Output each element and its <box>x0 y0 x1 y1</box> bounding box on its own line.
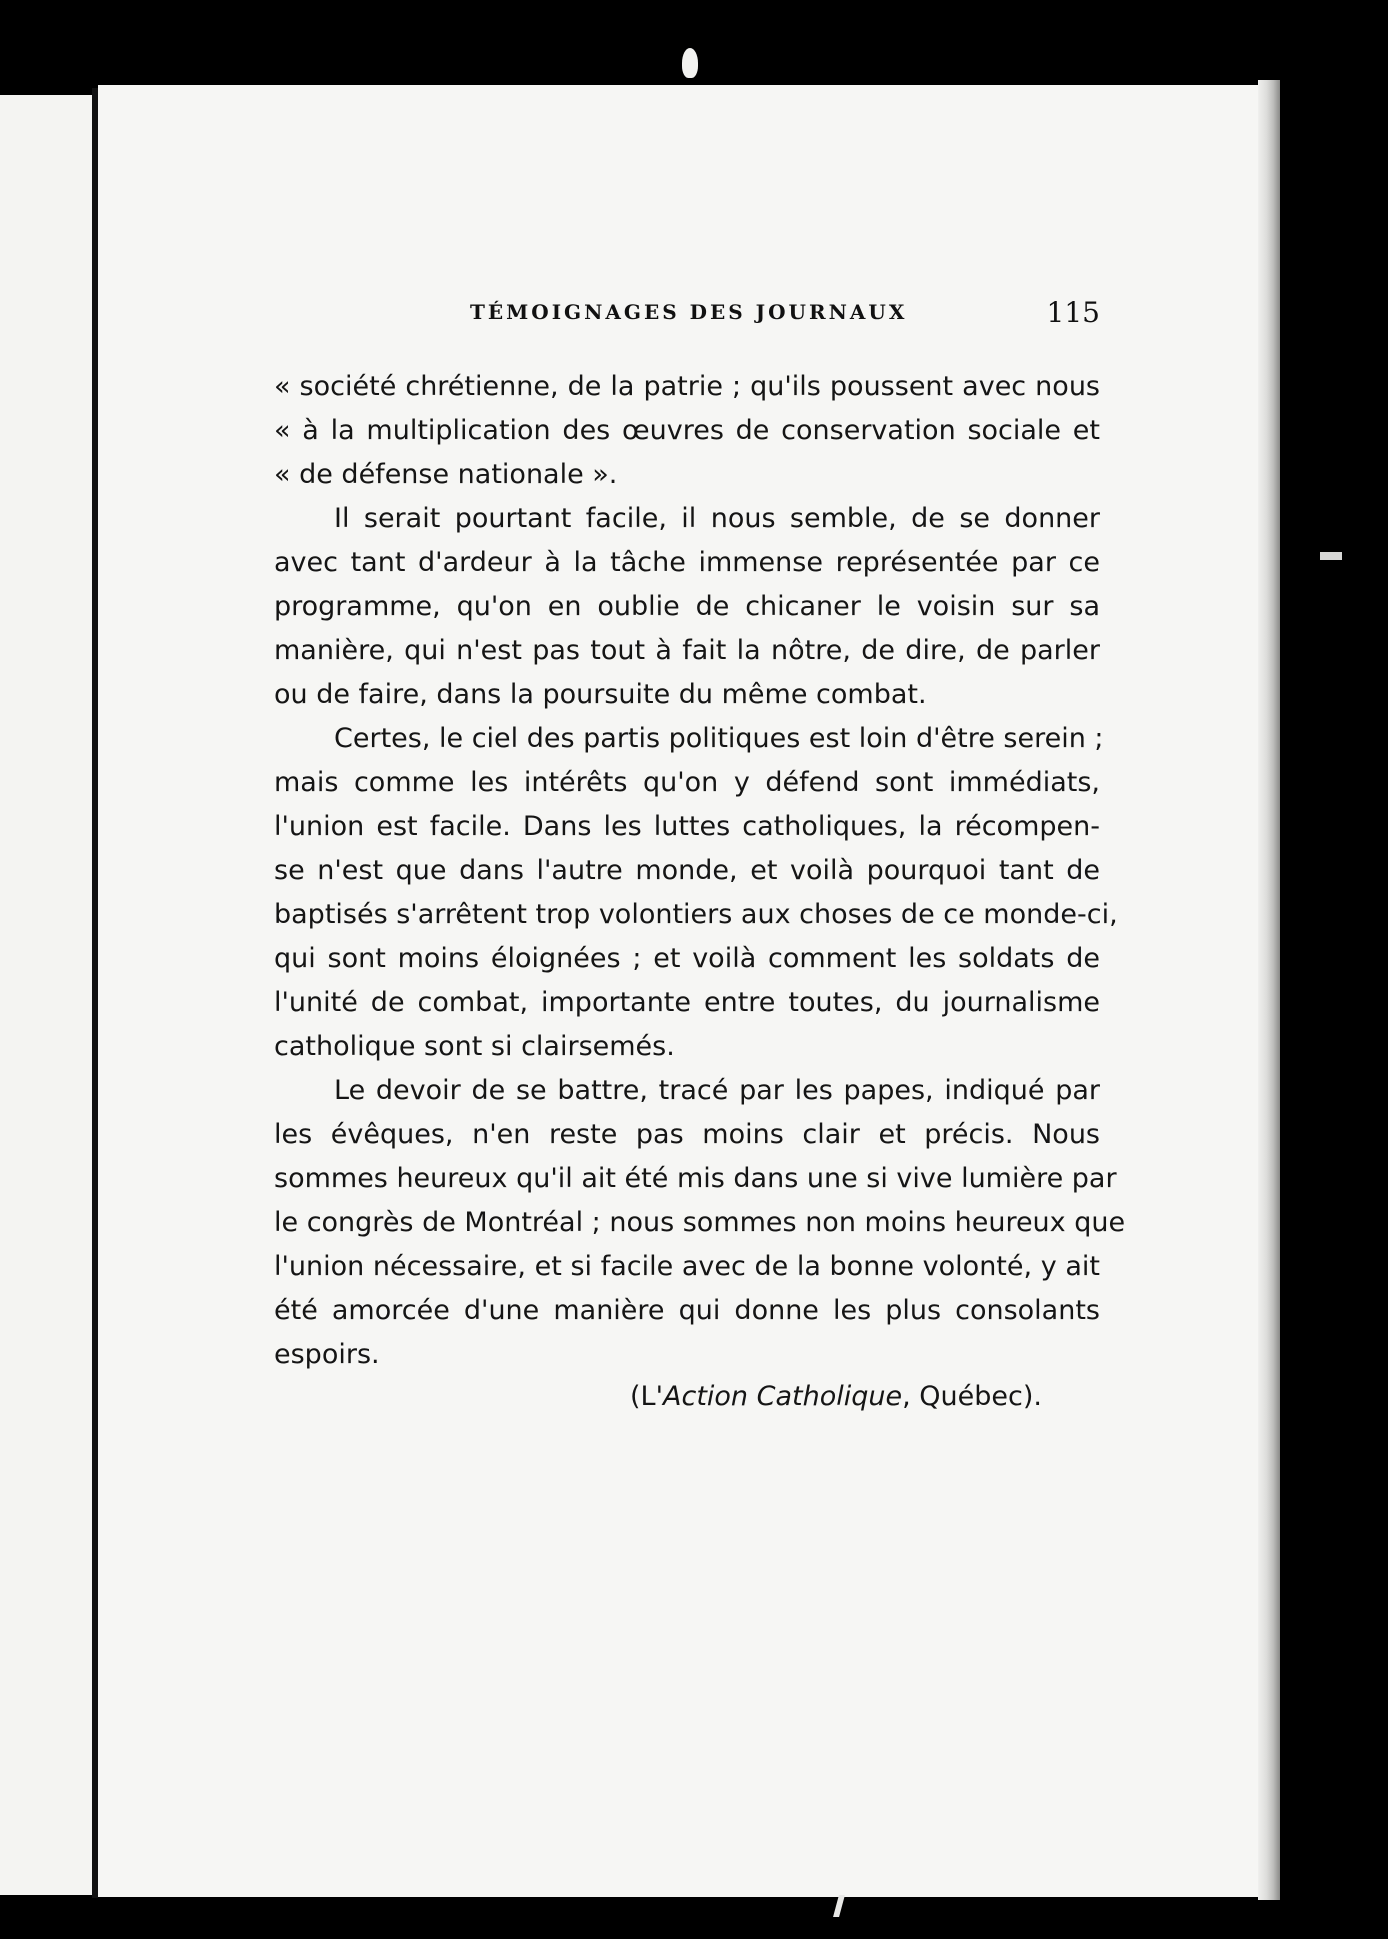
text-line: l'union est facile. Dans les luttes catholiques, la récompen- <box>274 811 1100 842</box>
running-head: TÉMOIGNAGES DES JOURNAUX <box>470 300 908 324</box>
text-line: l'union nécessaire, et si facile avec de la bonne volonté, y ait <box>274 1251 1100 1282</box>
text-line: espoirs. <box>274 1339 380 1370</box>
text-line: se n'est que dans l'autre monde, et voilà pourquoi tant de <box>274 855 1100 886</box>
text-line: le congrès de Montréal ; nous sommes non moins heureux que <box>274 1207 1126 1238</box>
source-attribution <box>630 1381 1042 1412</box>
text-line: « à la multiplication des œuvres de conservation sociale et <box>274 415 1100 446</box>
text-line: manière, qui n'est pas tout à fait la nôtre, de dire, de parler <box>274 635 1100 666</box>
page-header <box>270 296 1100 336</box>
text-line: catholique sont si clairsemés. <box>274 1031 675 1062</box>
text-line: « société chrétienne, de la patrie ; qu'ils poussent avec nous <box>274 371 1100 402</box>
previous-page-edge <box>0 95 92 1895</box>
text-line: les évêques, n'en reste pas moins clair et précis. Nous <box>274 1119 1100 1150</box>
attribution-open: (L' <box>630 1381 663 1412</box>
scan-artifact-bottom <box>833 1895 845 1917</box>
text-line: avec tant d'ardeur à la tâche immense représentée par ce <box>274 547 1100 578</box>
text-line: Le devoir de se battre, tracé par les papes, indiqué par <box>334 1075 1100 1106</box>
text-line: été amorcée d'une manière qui donne les plus consolants <box>274 1295 1100 1326</box>
text-line: programme, qu'on en oublie de chicaner le voisin sur sa <box>274 591 1100 622</box>
text-line: mais comme les intérêts qu'on y défend sont immédiats, <box>274 767 1100 798</box>
body-text <box>274 365 1126 1377</box>
text-line: ou de faire, dans la poursuite du même combat. <box>274 679 927 710</box>
page-number: 115 <box>1046 296 1100 329</box>
attribution-title: Action Catholique <box>663 1381 903 1412</box>
text-line: Il serait pourtant facile, il nous semble, de se donner <box>334 503 1100 534</box>
text-line: « de défense nationale ». <box>274 459 618 490</box>
scan-artifact-side <box>1320 552 1342 560</box>
text-line: Certes, le ciel des partis politiques est loin d'être serein ; <box>334 723 1104 754</box>
text-line: qui sont moins éloignées ; et voilà comment les soldats de <box>274 943 1100 974</box>
page-stack-edge <box>1258 80 1280 1900</box>
attribution-rest: , Québec). <box>902 1381 1042 1412</box>
text-line: l'unité de combat, importante entre toutes, du journalisme <box>274 987 1100 1018</box>
text-line: baptisés s'arrêtent trop volontiers aux choses de ce monde-ci, <box>274 899 1118 930</box>
scan-artifact-top <box>682 48 698 78</box>
text-line: sommes heureux qu'il ait été mis dans une si vive lumière par <box>274 1163 1117 1194</box>
